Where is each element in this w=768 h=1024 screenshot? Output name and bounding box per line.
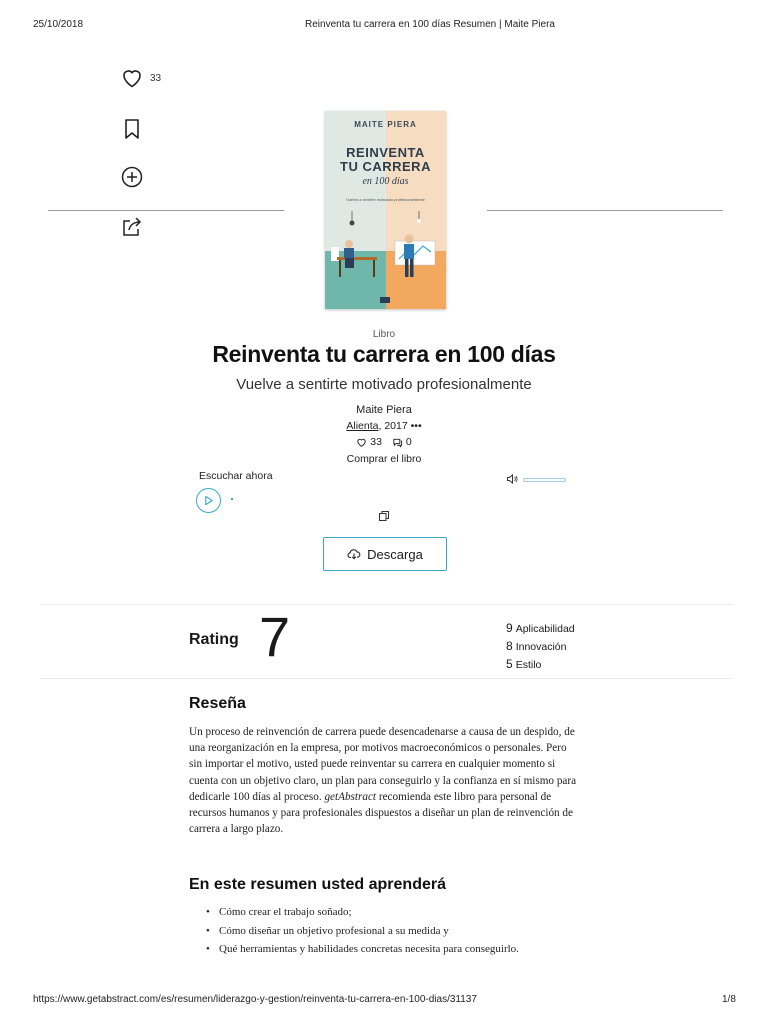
share-icon (120, 215, 144, 239)
download-label: Descarga (367, 546, 423, 562)
book-stats (0, 436, 768, 448)
rating-item-aplicabilidad (506, 620, 575, 638)
left-divider-line (48, 210, 284, 211)
cover-title-line2: TU CARRERA (340, 159, 431, 174)
publish-year[interactable]: , 2017 ••• (378, 420, 422, 432)
review-text (189, 724, 579, 837)
cover-title-line1: REINVENTA (346, 145, 425, 160)
add-button[interactable] (120, 165, 144, 189)
buy-book-link[interactable]: Comprar el libro (346, 453, 422, 465)
publisher-line (0, 420, 768, 432)
rating-name: Estilo (515, 659, 542, 671)
rating-score: 5 (506, 657, 513, 671)
learn-heading: En este resumen usted aprenderá (189, 876, 446, 893)
bookmark-button[interactable] (120, 117, 144, 141)
plus-circle-icon (120, 165, 144, 189)
download-button[interactable] (323, 537, 447, 571)
share-button[interactable] (120, 215, 144, 239)
content-type-label: Libro (372, 329, 396, 340)
likes-stat[interactable] (356, 436, 382, 448)
cover-illustration (325, 211, 446, 309)
cover-subtitle: en 100 días (362, 176, 409, 187)
bookmark-icon (120, 117, 144, 141)
publisher-link[interactable]: Alienta (346, 420, 379, 432)
rating-top-divider (40, 604, 732, 605)
review-heading: Reseña (189, 695, 246, 712)
book-author: Maite Piera (356, 404, 412, 416)
page-title: Reinventa tu carrera en 100 días (212, 341, 556, 367)
rating-bottom-divider (40, 678, 732, 679)
audio-progress-bar[interactable] (231, 498, 233, 500)
rating-value: 7 (259, 605, 291, 668)
volume-slider[interactable] (523, 478, 566, 482)
print-date: 25/10/2018 (33, 19, 84, 30)
like-count: 33 (150, 72, 162, 84)
play-icon (203, 495, 214, 506)
page-subtitle: Vuelve a sentirte motivado profesionalmente (236, 376, 532, 393)
rating-score: 9 (506, 621, 513, 635)
cover-tagline: Vuelve a sentirte motivado profesionalmente (346, 197, 425, 202)
listen-now-label: Escuchar ahora (199, 470, 273, 482)
print-page-number: 1/8 (722, 994, 736, 1005)
rating-label: Rating (189, 631, 239, 648)
print-url: https://www.getabstract.com/es/resumen/liderazgo-y-gestion/reinventa-tu-carrera-en-100-dias/31137 (33, 994, 477, 1005)
copy-icon[interactable] (378, 510, 390, 522)
rating-item-estilo (506, 656, 575, 674)
rating-item-innovacion (506, 638, 575, 656)
review-body-start: Un proceso de reinvención de carrera puede desencadenarse a causa de un despido, de una reorganización en la empresa, por motivos macroeconómicos o personales. Pero sin importar el motivo, usted puede reinventar su carrera en cualquier momento si cuenta con un objetivo claro, un plan para conseguirlo y la confianza en sí mismo para dedicarle 100 días al proceso. (189, 726, 577, 803)
review-brand: getAbstract (324, 790, 377, 803)
cover-author: MAITE PIERA (354, 120, 417, 129)
likes-count: 33 (370, 436, 382, 448)
rating-breakdown (506, 620, 575, 674)
list-item: • Qué herramientas y habilidades concretas necesita para conseguirlo. (206, 943, 519, 962)
comment-icon (392, 437, 403, 448)
play-button[interactable] (196, 488, 221, 513)
learn-list (206, 906, 519, 962)
cover-title (325, 146, 446, 174)
right-divider-line (487, 210, 723, 211)
review-body-end: recomienda este libro para personal de recursos humanos y para profesionales dispuestos a diseñar un plan de reinvención de carrera a largo plazo. (189, 790, 573, 836)
cloud-download-icon (347, 547, 361, 561)
comments-count: 0 (405, 436, 412, 448)
like-button[interactable] (120, 66, 161, 90)
rating-name: Innovación (515, 641, 567, 653)
list-item: • Cómo diseñar un objetivo profesional a su medida y (206, 925, 519, 944)
book-cover[interactable] (325, 111, 446, 309)
heart-small-icon (356, 437, 367, 448)
comments-stat[interactable] (392, 436, 412, 448)
volume-icon[interactable] (506, 473, 518, 485)
rating-score: 8 (506, 639, 513, 653)
list-item: • Cómo crear el trabajo soñado; (206, 906, 519, 925)
heart-icon (120, 66, 144, 90)
rating-name: Aplicabilidad (515, 623, 575, 635)
print-page-title: Reinventa tu carrera en 100 días Resumen | Maite Piera (305, 19, 555, 30)
